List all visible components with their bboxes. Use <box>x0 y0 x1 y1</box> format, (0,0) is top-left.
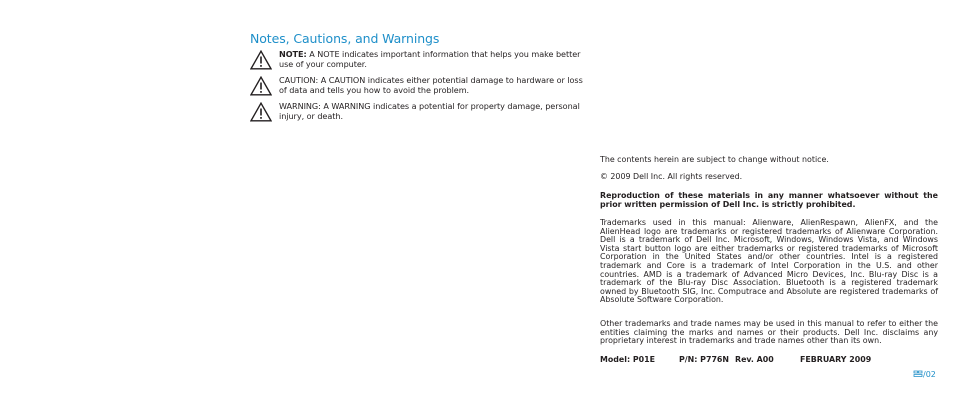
caution-notice <box>250 76 590 95</box>
revision: Rev. A00 <box>735 355 774 364</box>
publication-date: FEBRUARY 2009 <box>800 355 872 364</box>
change-notice: The contents herein are subject to change without notice. <box>600 155 829 164</box>
model-number: Model: P01E <box>600 355 656 364</box>
note-text: NOTE: A NOTE indicates important information that helps you make better use of your computer. <box>279 49 581 69</box>
other-trademarks-paragraph: Other trademarks and trade names may be used in this manual to refer to either the entities claiming the marks and names or their products. Dell Inc. disclaims any proprietary interest in trademarks and trade names other than its own. <box>600 319 938 346</box>
note-notice <box>250 50 590 69</box>
warning-triangle-icon <box>250 102 272 122</box>
warning-triangle-icon <box>250 76 272 96</box>
warning-notice <box>250 102 590 121</box>
part-number: P/N: P776N <box>679 355 730 364</box>
page-title: Notes, Cautions, and Warnings <box>250 31 440 46</box>
caution-text: CAUTION: A CAUTION indicates either potential damage to hardware or loss of data and tells you how to avoid the problem. <box>279 75 583 95</box>
trademarks-paragraph: Trademarks used in this manual: Alienware, AlienRespawn, AlienFX, and the AlienHead logo are trademarks or registered trademarks of Alienware Corporation. Dell is a trademark of Dell Inc. Microsoft, Windows, Windows Vista, and Windows Vista start button logo are either trademarks or registered trademarks of Microsoft Corporation in the United States and/or other countries. Intel is a registered trademark and Core is a trademark of Intel Corporation in the U.S. and other countries. AMD is a trademark of Advanced Micro Devices, Inc. Blu-ray Disc is a trademark of the Blu-ray Disc Association. Bluetooth is a registered trademark owned by Bluetooth SIG, Inc. Computrace and Absolute are registered trademarks of Absolute Software Corporation. <box>600 218 938 305</box>
warning-text: WARNING: A WARNING indicates a potential for property damage, personal injury, or death. <box>279 101 580 121</box>
copyright: © 2009 Dell Inc. All rights reserved. <box>600 172 743 181</box>
warning-triangle-icon <box>250 50 272 70</box>
reproduction-notice: Reproduction of these materials in any manner whatsoever without the prior written permission of Dell Inc. is strictly prohibited. <box>600 191 938 209</box>
page-number: /02 <box>913 370 936 379</box>
alienware-logo-icon <box>913 370 923 377</box>
